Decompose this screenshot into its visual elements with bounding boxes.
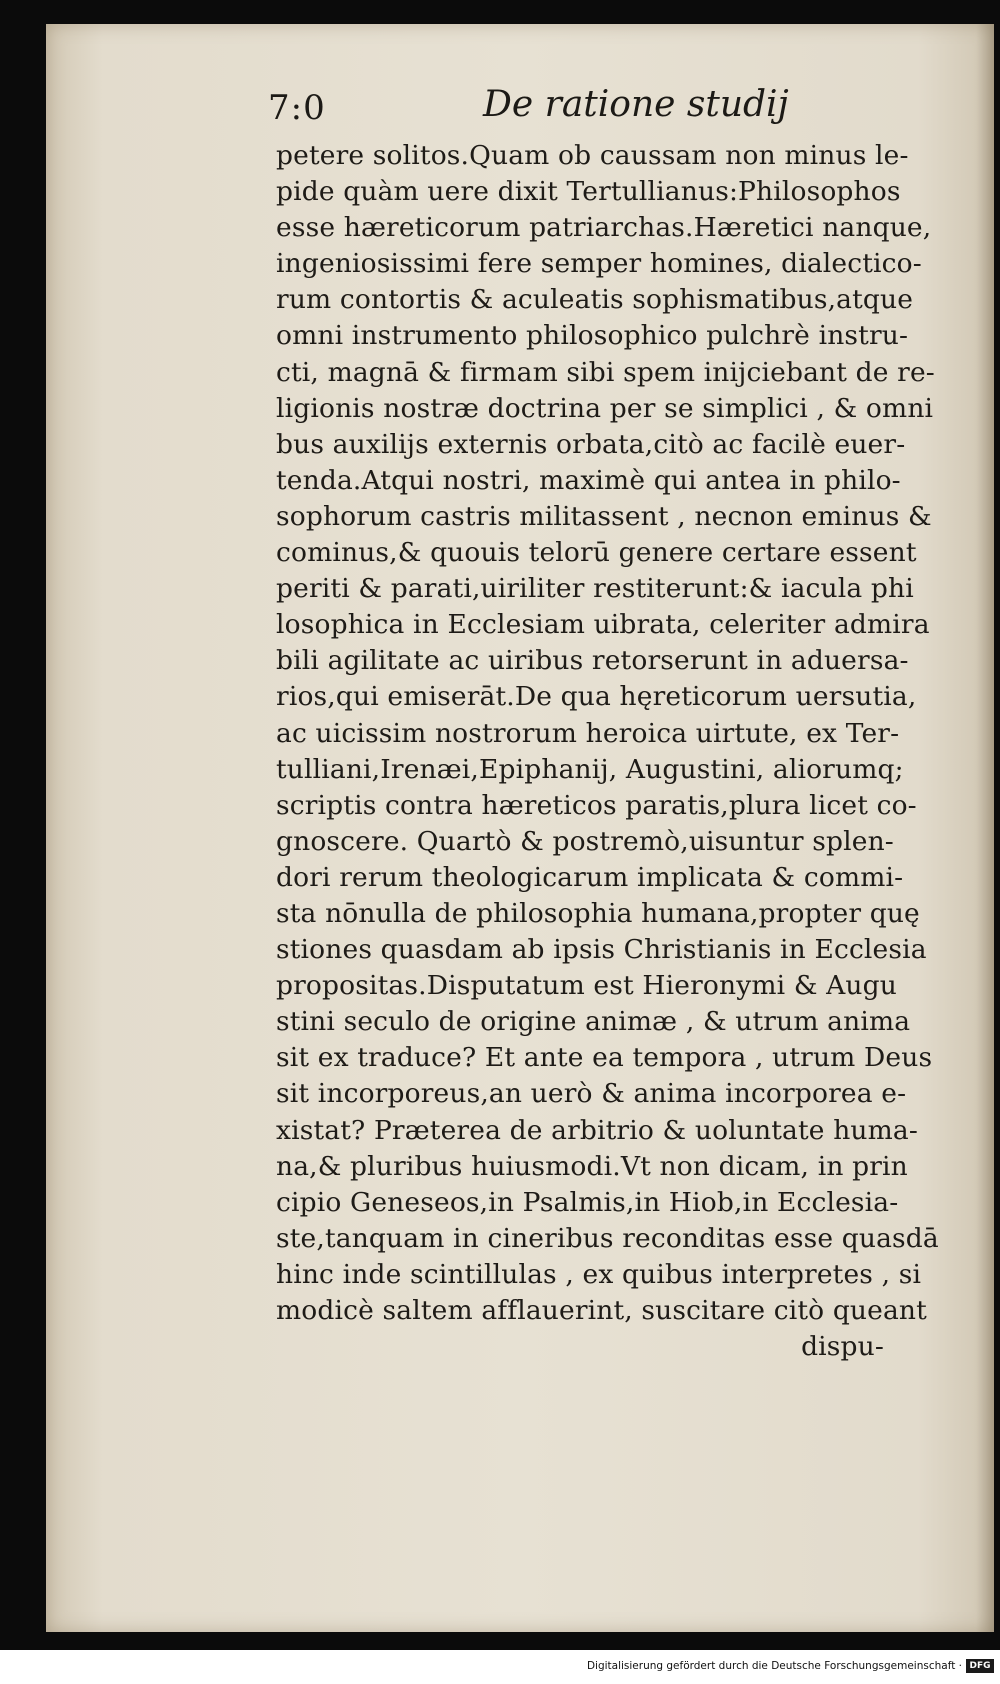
- text-line: rum contortis & aculeatis sophismatibus,atque: [276, 284, 914, 316]
- body-text: [276, 138, 939, 1365]
- text-line: sophorum castris militassent , necnon eminus &: [276, 500, 932, 532]
- text-line: ac uicissim nostrorum heroica uirtute, ex Ter-: [276, 717, 900, 749]
- text-line: cominus,& quouis telorū genere certare essent: [276, 537, 917, 569]
- text-line: esse hæreticorum patriarchas.Hæretici nanque,: [276, 212, 932, 244]
- text-line: tenda.Atqui nostri, maximè qui antea in philo-: [276, 464, 901, 496]
- text-line: bili agilitate ac uiribus retorserunt in aduersa-: [276, 645, 909, 677]
- text-line: ingeniosissimi fere semper homines, dialectico-: [276, 248, 922, 280]
- text-line: scriptis contra hæreticos paratis,plura licet co-: [276, 789, 917, 821]
- page-edge-shadow: [976, 24, 994, 1632]
- text-line: losophica in Ecclesiam uibrata, celeriter admira: [276, 609, 930, 641]
- digitization-credit: Digitalisierung gefördert durch die Deutsche Forschungsgemeinschaft ·: [586, 1660, 962, 1672]
- text-line: sit ex traduce? Et ante ea tempora , utrum Deus: [276, 1042, 933, 1074]
- text-line: cti, magnā & firmam sibi spem inijciebant de re-: [276, 356, 935, 388]
- text-line: rios,qui emiserāt.De qua hęreticorum uersutia,: [276, 681, 917, 713]
- text-line: dori rerum theologicarum implicata & commi-: [276, 861, 904, 893]
- text-line: cipio Geneseos,in Psalmis,in Hiob,in Ecclesia-: [276, 1186, 899, 1218]
- text-line: omni instrumento philosophico pulchrè instru-: [276, 320, 909, 352]
- text-line: tulliani,Irenæi,Epiphanij, Augustini, aliorumq;: [276, 753, 904, 785]
- text-line: na,& pluribus huiusmodi.Vt non dicam, in prin: [276, 1150, 908, 1182]
- catchword: dispu-: [801, 1331, 884, 1363]
- text-line: hinc inde scintillulas , ex quibus interpretes , si: [276, 1258, 922, 1290]
- running-head: [268, 84, 868, 144]
- dfg-logo: DFG: [966, 1659, 994, 1673]
- text-line: pide quàm uere dixit Tertullianus:Philosophos: [276, 176, 901, 208]
- text-line: gnoscere. Quartò & postremò,uisuntur splen-: [276, 825, 894, 857]
- text-line: bus auxilijs externis orbata,citò ac facilè euer-: [276, 428, 906, 460]
- text-line: propositas.Disputatum est Hieronymi & Augu: [276, 970, 897, 1002]
- text-line: petere solitos.Quam ob caussam non minus le-: [276, 140, 909, 171]
- text-line: stiones quasdam ab ipsis Christianis in Ecclesia: [276, 934, 927, 966]
- text-line: xistat? Præterea de arbitrio & uoluntate huma-: [276, 1114, 918, 1146]
- text-line: ste,tanquam in cineribus reconditas esse quasdā: [276, 1222, 939, 1254]
- text-line: periti & parati,uiriliter restiterunt:& iacula phi: [276, 573, 914, 605]
- text-line: sit incorporeus,an uerò & anima incorporea e-: [276, 1078, 907, 1110]
- text-line: stini seculo de origine animæ , & utrum anima: [276, 1006, 911, 1038]
- text-line: sta nōnulla de philosophia humana,propter quę: [276, 897, 920, 929]
- running-title: De ratione studij: [483, 84, 789, 125]
- text-line: ligionis nostræ doctrina per se simplici , & omni: [276, 392, 934, 424]
- text-line: modicè saltem afflauerint, suscitare citò queant: [276, 1295, 927, 1326]
- page-number: 7:0: [268, 88, 326, 128]
- footer-bar: [0, 1650, 1000, 1684]
